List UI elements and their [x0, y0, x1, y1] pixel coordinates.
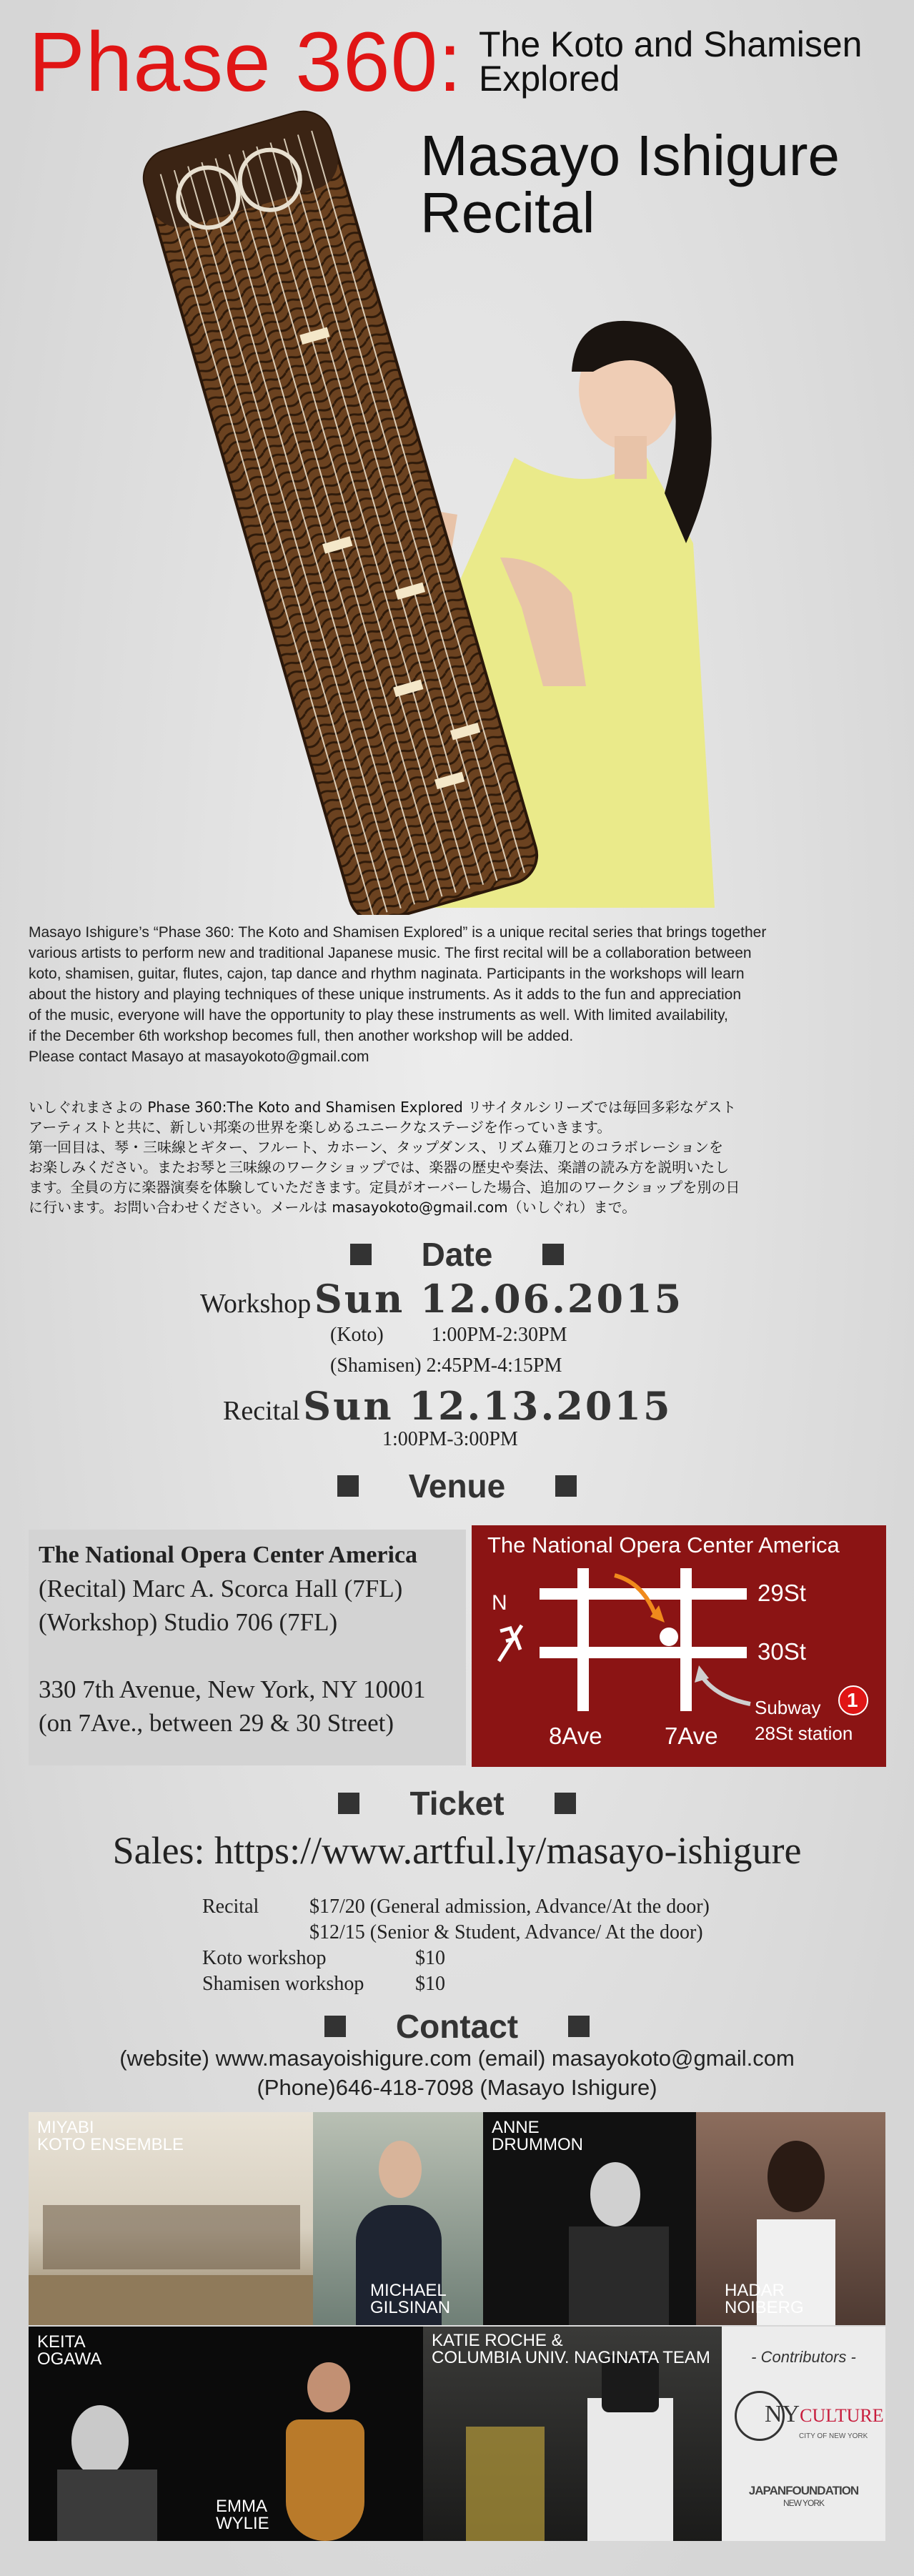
venue-workshop-studio: (Workshop) Studio 706 (7FL)	[39, 1608, 338, 1636]
venue-address-note: (on 7Ave., between 29 & 30 Street)	[39, 1709, 394, 1737]
ticket-price: $10	[415, 1973, 445, 1995]
recital-heading-line2: Recital	[420, 181, 595, 244]
ticket-row	[202, 1947, 774, 1973]
photo-michael-gilsinan	[313, 2112, 483, 2325]
venue-recital-hall: (Recital) Marc A. Scorca Hall (7FL)	[39, 1575, 403, 1602]
ticket-label	[202, 1921, 309, 1947]
description-line: koto, shamisen, guitar, flutes, cajon, tap dance and rhythm naginata. Participants in the workshops will learn	[29, 966, 745, 982]
map-street-30: 30St	[757, 1638, 806, 1665]
photo-caption: EMMA WYLIE	[216, 2497, 269, 2533]
map-street-29: 29St	[757, 1580, 806, 1606]
square-bullet-icon	[338, 1793, 359, 1814]
contributors-heading: - Contributors -	[751, 2348, 856, 2366]
shamisen-time: 2:45PM-4:15PM	[426, 1354, 562, 1377]
workshop-label: Workshop	[200, 1289, 312, 1319]
map-subway-label: Subway	[755, 1697, 821, 1718]
recital-heading-line1: Masayo Ishigure	[420, 124, 840, 187]
description-line: various artists to perform new and traditional Japanese music. The first recital will be a collaboration between	[29, 945, 752, 961]
map-station: 28St station	[755, 1723, 853, 1744]
description-line: of the music, everyone will have the opportunity to play these instruments as well. With limited availability,	[29, 1007, 728, 1024]
ticket-price: $17/20 (General admission, Advance/At the door)	[309, 1896, 710, 1918]
square-bullet-icon	[568, 2016, 590, 2037]
japan-foundation-logo: JAPANFOUNDATION NEW YORK	[748, 2484, 859, 2508]
description-english	[29, 922, 886, 1067]
photo-hadar-noiberg	[696, 2112, 885, 2325]
photo-keita-ogawa-emma-wylie	[29, 2327, 423, 2541]
photo-caption: HADAR NOIBERG	[725, 2281, 804, 2317]
koto-label: (Koto)	[330, 1324, 384, 1346]
description-line: about the history and playing techniques of these unique instruments. As it adds to the fun and appreciation	[29, 986, 741, 1003]
description-line: いしぐれまさよの Phase 360:The Koto and Shamisen Explored リサイタルシリーズでは毎回多彩なゲスト	[29, 1099, 737, 1116]
contact-phone: (Phone)646-418-7098 (Masayo Ishigure)	[257, 2075, 657, 2100]
map-avenue-7: 7Ave	[665, 1723, 718, 1749]
koto-time: 1:00PM-2:30PM	[431, 1324, 567, 1346]
location-marker	[660, 1628, 678, 1646]
photo-katie-roche-naginata-team	[423, 2327, 722, 2541]
photo-caption: KEITA OGAWA	[37, 2332, 102, 2369]
photo-caption: MICHAEL GILSINAN	[370, 2281, 451, 2317]
performer-with-koto-illustration	[0, 0, 914, 915]
ticket-sales-link[interactable]: Sales: https://www.artful.ly/masayo-ishigure	[112, 1829, 802, 1872]
photo-miyabi-koto-ensemble	[29, 2112, 313, 2325]
street-30st	[540, 1647, 747, 1658]
north-arrow-icon	[499, 1625, 522, 1661]
ticket-row	[202, 1921, 774, 1947]
recital-date: Sun 12.13.2015	[303, 1383, 672, 1429]
square-bullet-icon	[350, 1244, 372, 1265]
contact-heading: Contact	[0, 2007, 914, 2046]
ticket-row	[202, 1973, 774, 1998]
ticket-price-table	[202, 1896, 774, 1998]
date-heading: Date	[0, 1235, 914, 1274]
photo-caption: MIYABI KOTO ENSEMBLE	[37, 2118, 184, 2154]
ticket-price: $12/15 (Senior & Student, Advance/ At the door)	[309, 1921, 703, 1943]
description-line: Please contact Masayo at masayokoto@gmail.com	[29, 1049, 369, 1065]
nyc-culture-logo: NYCULTURE	[765, 2401, 884, 2427]
nyc-culture-small: CITY OF NEW YORK	[799, 2432, 868, 2440]
description-line: に行います。お問い合わせください。メールは masayokoto@gmail.com（いしぐれ）まで。	[29, 1199, 637, 1216]
workshop-date: Sun 12.06.2015	[314, 1276, 684, 1322]
koto-time-row	[330, 1324, 567, 1347]
map-north-label: N	[492, 1591, 507, 1615]
ticket-row	[202, 1896, 774, 1921]
ticket-label: Koto workshop	[202, 1947, 327, 1969]
square-bullet-icon	[337, 1475, 359, 1497]
recital-label: Recital	[223, 1396, 300, 1426]
recital-time: 1:00PM-3:00PM	[382, 1428, 518, 1450]
description-line: アーティストと共に、新しい邦楽の世界を楽しめるユニークなステージを作っていきます。	[29, 1119, 612, 1136]
venue-address: 330 7th Avenue, New York, NY 10001	[39, 1675, 426, 1703]
shamisen-label: (Shamisen)	[330, 1354, 422, 1377]
description-line: 第一回目は、琴・三味線とギター、フルート、カホーン、タップダンス、リズム薙刀とのコラボレーションを	[29, 1139, 723, 1156]
contact-web-email[interactable]: (website) www.masayoishigure.com (email) masayokoto@gmail.com	[119, 2046, 795, 2071]
event-subtitle-line2: Explored	[479, 59, 620, 99]
description-line: ます。全員の方に楽器演奏を体験していただきます。定員がオーバーした場合、追加のワークショップを別の日	[29, 1179, 740, 1196]
workshop-date-row	[200, 1276, 683, 1322]
shamisen-time-row	[330, 1354, 562, 1377]
square-bullet-icon	[555, 1793, 576, 1814]
square-bullet-icon	[555, 1475, 577, 1497]
recital-date-row	[223, 1383, 672, 1429]
square-bullet-icon	[542, 1244, 564, 1265]
description-japanese	[29, 1097, 886, 1217]
photo-caption: KATIE ROCHE & COLUMBIA UNIV. NAGINATA TEAM	[432, 2331, 710, 2367]
ticket-price: $10	[415, 1947, 445, 1969]
photo-anne-drummon	[483, 2112, 696, 2325]
event-title: Phase 360:	[29, 15, 463, 109]
koto-body	[137, 105, 543, 915]
map-avenue-8: 8Ave	[549, 1723, 602, 1749]
venue-heading: Venue	[0, 1467, 914, 1505]
venue-map	[472, 1525, 886, 1767]
avenue-7ave	[680, 1568, 692, 1711]
event-subtitle-line1: The Koto and Shamisen	[479, 24, 863, 64]
ticket-heading: Ticket	[0, 1784, 914, 1823]
description-line: Masayo Ishigure’s “Phase 360: The Koto and Shamisen Explored” is a unique recital series that brings together	[29, 924, 767, 941]
venue-details	[29, 1530, 466, 1765]
ticket-label: Recital	[202, 1896, 259, 1918]
avenue-8ave	[577, 1568, 589, 1711]
map-title: The National Opera Center America	[487, 1532, 840, 1557]
ticket-label: Shamisen workshop	[202, 1973, 364, 1995]
contributors-box	[722, 2327, 885, 2541]
photo-caption: ANNE DRUMMON	[492, 2118, 583, 2154]
description-line: if the December 6th workshop becomes full, then another workshop will be added.	[29, 1028, 574, 1044]
square-bullet-icon	[324, 2016, 346, 2037]
description-line: お楽しみください。またお琴と三味線のワークショップでは、楽器の歴史や奏法、楽譜の読み方を説明いたし	[29, 1159, 730, 1176]
map-subway-line: 1	[847, 1689, 858, 1711]
venue-name: The National Opera Center America	[39, 1542, 418, 1568]
